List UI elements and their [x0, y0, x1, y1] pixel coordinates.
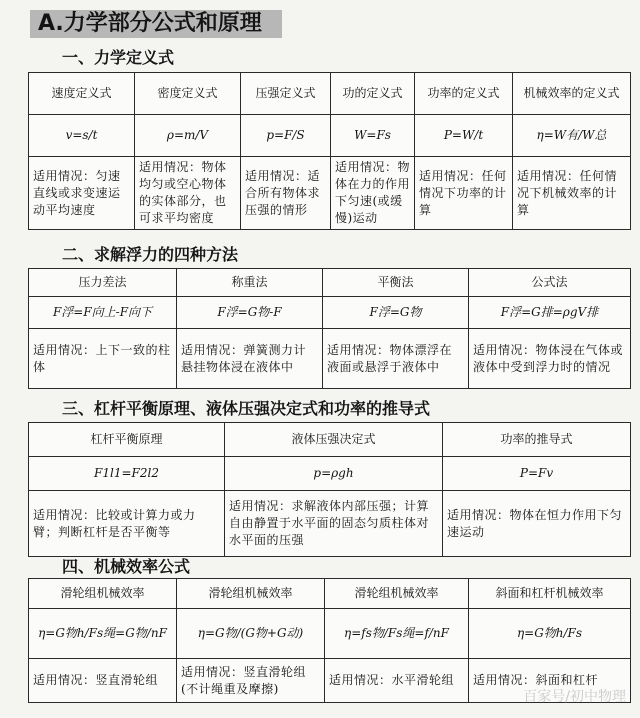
section4-table: [28, 578, 631, 703]
s4-formula: η=G物/(G物+G动): [177, 609, 325, 659]
s3-formula: F1l1=F2l2: [29, 457, 225, 491]
s1-desc: 适用情况：匀速直线或求变速运动平均速度: [29, 157, 135, 230]
s1-header: 机械效率的定义式: [513, 73, 631, 115]
s2-formula: F浮=G排=ρgV排: [469, 297, 631, 329]
s4-header: 滑轮组机械效率: [325, 579, 469, 609]
s2-header: 公式法: [469, 269, 631, 297]
s1-desc: 适用情况：任何情况下机械效率的计算: [513, 157, 631, 230]
s2-formula: F浮=F向上-F向下: [29, 297, 177, 329]
s1-header: 压强定义式: [241, 73, 331, 115]
s4-header: 滑轮组机械效率: [177, 579, 325, 609]
section2-title: 二、求解浮力的四种方法: [62, 245, 239, 264]
section1-table: [28, 72, 631, 230]
s4-formula: η=G物h/Fs绳=G物/nF: [29, 609, 177, 659]
s1-header: 速度定义式: [29, 73, 135, 115]
s2-desc: 适用情况：物体漂浮在液面或悬浮于液体中: [323, 329, 469, 389]
s4-formula: η=G物h/Fs: [469, 609, 631, 659]
s4-desc: 适用情况：竖直滑轮组: [29, 659, 177, 703]
page-title: A.力学部分公式和原理: [30, 10, 282, 38]
s2-formula: F浮=G物-F: [177, 297, 323, 329]
s1-formula: p=F/S: [241, 115, 331, 157]
s1-desc: 适用情况：适合所有物体求压强的情形: [241, 157, 331, 230]
s2-formula: F浮=G物: [323, 297, 469, 329]
s3-formula: p=ρgh: [225, 457, 443, 491]
section3-title: 三、杠杆平衡原理、液体压强决定式和功率的推导式: [62, 399, 431, 418]
s1-header: 功率的定义式: [415, 73, 513, 115]
s1-header: 功的定义式: [331, 73, 415, 115]
s3-header: 杠杆平衡原理: [29, 423, 225, 457]
s3-desc: 适用情况：物体在恒力作用下匀速运动: [443, 491, 631, 557]
s4-desc: 适用情况：竖直滑轮组(不计绳重及摩擦): [177, 659, 325, 703]
s1-desc: 适用情况：物体均匀或空心物体的实体部分，也可求平均密度: [135, 157, 241, 230]
s4-formula: η=fs物/Fs绳=f/nF: [325, 609, 469, 659]
s1-desc: 适用情况：任何情况下功率的计算: [415, 157, 513, 230]
s1-formula: P=W/t: [415, 115, 513, 157]
section2-table: [28, 268, 631, 389]
s1-formula: W=Fs: [331, 115, 415, 157]
s2-desc: 适用情况：上下一致的柱体: [29, 329, 177, 389]
s1-formula: v=s/t: [29, 115, 135, 157]
s1-header: 密度定义式: [135, 73, 241, 115]
s3-desc: 适用情况：比较或计算力或力臂；判断杠杆是否平衡等: [29, 491, 225, 557]
s2-desc: 适用情况：弹簧测力计悬挂物体浸在液体中: [177, 329, 323, 389]
section3-table: [28, 422, 631, 557]
s4-desc: 适用情况：斜面和杠杆: [469, 659, 631, 703]
s4-header: 斜面和杠杆机械效率: [469, 579, 631, 609]
section4-title: 四、机械效率公式: [62, 557, 191, 576]
section1-title: 一、力学定义式: [62, 48, 175, 67]
s3-header: 功率的推导式: [443, 423, 631, 457]
s3-desc: 适用情况：求解液体内部压强；计算自由静置于水平面的固态匀质柱体对水平面的压强: [225, 491, 443, 557]
s1-desc: 适用情况：物体在力的作用下匀速(或缓慢)运动: [331, 157, 415, 230]
s2-header: 平衡法: [323, 269, 469, 297]
s2-header: 称重法: [177, 269, 323, 297]
s4-header: 滑轮组机械效率: [29, 579, 177, 609]
s1-formula: ρ=m/V: [135, 115, 241, 157]
s2-header: 压力差法: [29, 269, 177, 297]
s3-header: 液体压强决定式: [225, 423, 443, 457]
s3-formula: P=Fv: [443, 457, 631, 491]
watermark: 百家号/初中物理: [523, 689, 626, 705]
s1-formula: η=W有/W总: [513, 115, 631, 157]
s4-desc: 适用情况：水平滑轮组: [325, 659, 469, 703]
s2-desc: 适用情况：物体浸在气体或液体中受到浮力时的情况: [469, 329, 631, 389]
